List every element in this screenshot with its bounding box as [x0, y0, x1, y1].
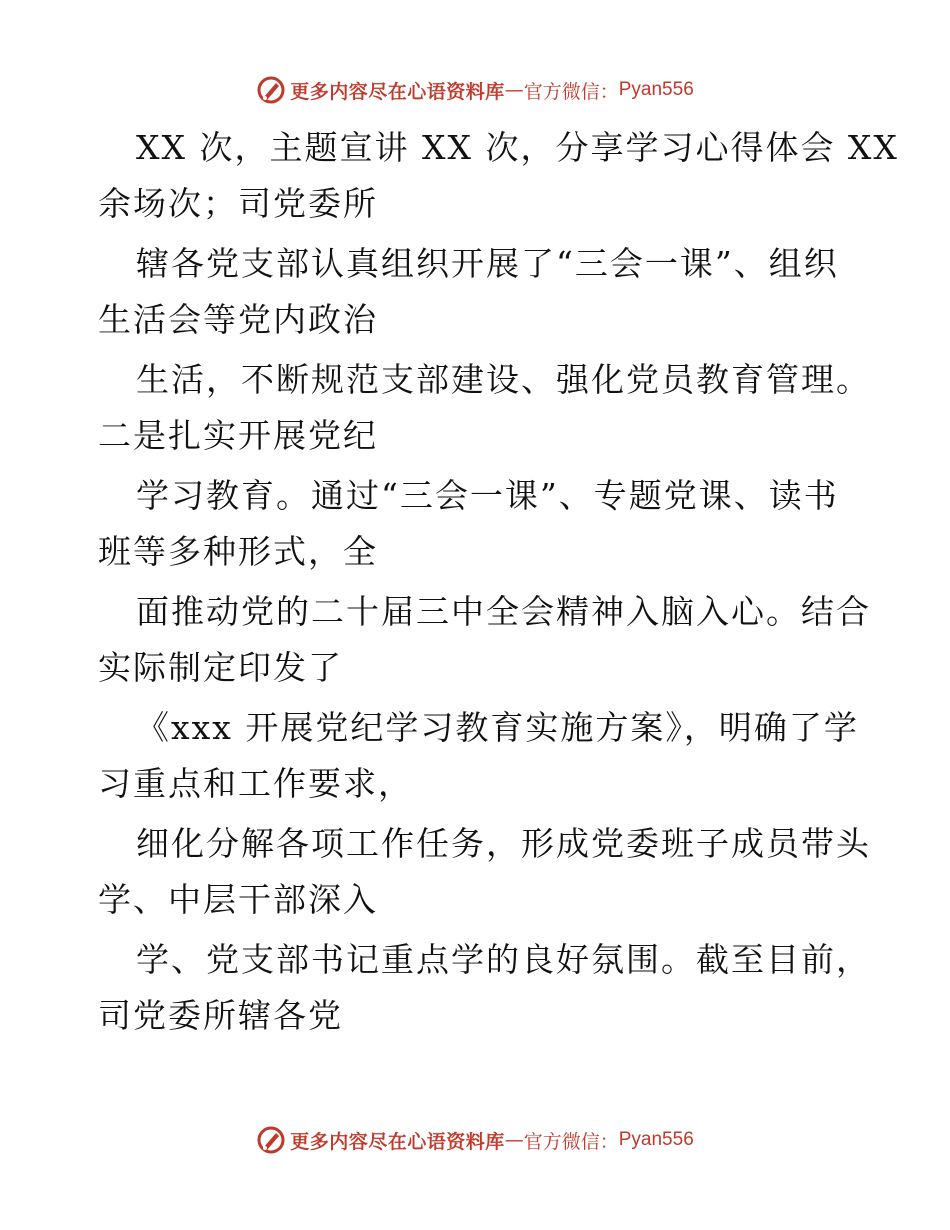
- paragraph-line: 辖各党支部认真组织开展了“三会一课”、组织: [136, 244, 839, 283]
- header-watermark-banner: [0, 70, 950, 110]
- paragraph-line: 生活，不断规范支部建设、强化党员教育管理。: [136, 360, 871, 399]
- footer-watermark-banner: [0, 1120, 950, 1160]
- paragraph-line: 面推动党的二十届三中全会精神入脑入心。结合: [136, 592, 871, 631]
- banner-official-text: 官方微信：: [523, 80, 619, 103]
- banner-dash: —: [504, 79, 524, 101]
- banner-official-text: 官方微信：: [523, 1130, 619, 1153]
- paragraph-line: 《xxx 开展党纪学习教育实施方案》，明确了学: [136, 708, 859, 747]
- banner-dash: —: [504, 1129, 524, 1151]
- banner-site-text: 更多内容尽在心语资料库: [290, 80, 505, 103]
- paragraph-line: 学、中层干部深入: [98, 880, 378, 919]
- banner-wechat-id: Pyan556: [618, 79, 694, 100]
- paragraph-line: 习重点和工作要求，: [98, 764, 413, 803]
- paragraph-line: 实际制定印发了: [98, 648, 343, 687]
- paragraph-line: 班等多种形式，全: [98, 532, 378, 571]
- paragraph-line: 学、党支部书记重点学的良好氛围。截至目前，: [136, 940, 871, 979]
- paragraph-line: 细化分解各项工作任务，形成党委班子成员带头: [136, 824, 871, 863]
- paragraph-line: 司党委所辖各党: [98, 996, 343, 1035]
- pen-logo-icon: [256, 75, 286, 105]
- paragraph-line: 余场次；司党委所: [98, 184, 378, 223]
- pen-logo-icon: [256, 1125, 286, 1155]
- paragraph-line: 学习教育。通过“三会一课”、专题党课、读书: [136, 476, 839, 515]
- banner-wechat-id: Pyan556: [618, 1129, 694, 1150]
- banner-site-text: 更多内容尽在心语资料库: [290, 1130, 505, 1153]
- paragraph-line: XX 次，主题宣讲 XX 次，分享学习心得体会 XX: [136, 128, 899, 167]
- paragraph-line: 生活会等党内政治: [98, 300, 378, 339]
- paragraph-line: 二是扎实开展党纪: [98, 416, 378, 455]
